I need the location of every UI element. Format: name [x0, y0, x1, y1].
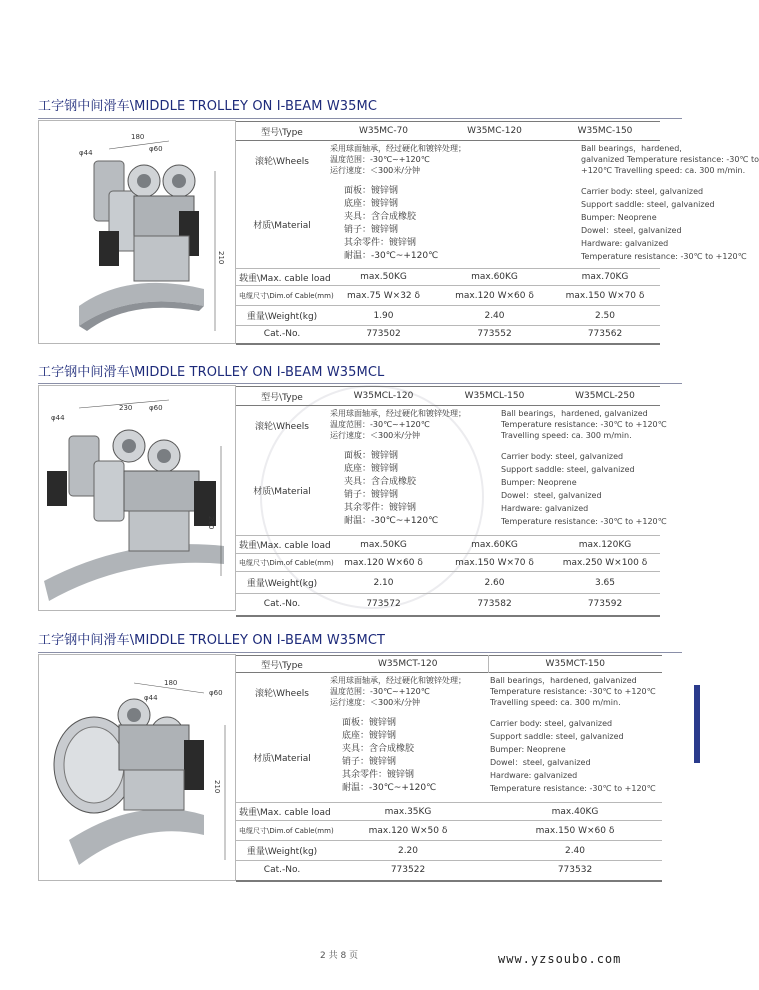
table-row	[236, 821, 662, 841]
table-row	[236, 446, 660, 536]
weight-cell: 2.10	[373, 577, 394, 588]
row-label-cat: Cat.-No.	[263, 329, 301, 340]
row-label-type: 型号\Type	[261, 660, 303, 671]
model-cell: W35MCL-150	[464, 391, 525, 401]
table-row	[236, 861, 662, 881]
load-cell: max.60KG	[471, 539, 518, 550]
material-en-text: Carrier body: steel, galvanized Support saddle: steel, galvanized Bumper: Neoprene Dowel：steel, galvanized Hardware: galvanized Temperature resistance: -30℃ to +120℃	[581, 186, 747, 261]
weight-cell: 2.20	[397, 845, 419, 856]
row-label-material: 材质\Material	[253, 486, 311, 497]
chapter-tab	[694, 685, 700, 763]
model-cell: W35MCL-250	[575, 391, 635, 401]
dimension-height-label: 210	[207, 516, 215, 530]
dimension-phi44-label: φ44	[79, 149, 93, 157]
load-cell: max.50KG	[360, 272, 407, 282]
table-row	[236, 269, 660, 286]
table-row	[236, 713, 662, 803]
row-label-cable: 电缆尺寸\Dim.of Cable(mm)	[239, 826, 334, 835]
row-label-cable: 电缆尺寸\Dim.of Cable(mm)	[239, 558, 334, 567]
dimension-height-label: 210	[213, 780, 221, 794]
row-label-weight: 重量\Weight(kg)	[246, 579, 318, 589]
cable-cell: max.120 W×60 δ	[344, 557, 423, 568]
table-row	[236, 326, 660, 344]
cat-cell: 773502	[366, 329, 401, 340]
dimension-phi60-label: φ60	[209, 689, 223, 697]
load-cell: max.70KG	[581, 272, 629, 282]
row-label-wheels: 滚轮\Wheels	[255, 689, 309, 700]
page-number: 2 共 8 页	[320, 951, 359, 961]
trolley-illustration	[79, 161, 204, 331]
cat-cell: 773532	[557, 865, 593, 876]
row-label-type: 型号\Type	[261, 127, 303, 138]
product-drawing	[38, 385, 236, 611]
load-cell: max.35KG	[384, 806, 432, 817]
cable-cell: max.150 W×70 δ	[455, 557, 534, 568]
table-row	[236, 536, 660, 554]
table-row	[236, 594, 660, 616]
row-label-type: 型号\Type	[261, 392, 303, 403]
model-cell: W35MCL-120	[353, 391, 414, 401]
dimension-height-label: 210	[217, 251, 225, 265]
section-title: 工字钢中间滑车\MIDDLE TROLLEY ON I-BEAM W35MCL	[38, 365, 385, 380]
weight-cell: 2.40	[564, 845, 586, 856]
row-label-material: 材质\Material	[253, 220, 311, 231]
cat-cell: 773522	[390, 865, 426, 876]
cable-cell: max.150 W×60 δ	[535, 825, 615, 836]
wheels-en-text: Ball bearings，hardened, galvanized Temperature resistance: -30℃ to +120℃ Travelling speed: ca. 300 m/min.	[490, 676, 656, 707]
cat-cell: 773562	[587, 329, 623, 340]
section-title: 工字钢中间滑车\MIDDLE TROLLEY ON I-BEAM W35MCT	[38, 633, 386, 648]
load-cell: max.120KG	[578, 539, 632, 550]
wheels-en-text: Ball bearings，hardened, galvanized Temperature resistance: -30℃ to +120℃ Travelling speed: ca. 300 m/min.	[581, 144, 759, 175]
dimension-width-label: 230	[119, 404, 133, 412]
table-row	[236, 554, 660, 572]
weight-cell: 2.40	[484, 310, 505, 321]
model-cell: W35MC-150	[577, 126, 633, 136]
table-row	[236, 841, 662, 861]
row-label-cat: Cat.-No.	[263, 599, 301, 610]
cable-cell: max.250 W×100 δ	[562, 557, 648, 568]
model-cell: W35MCT-150	[545, 659, 605, 669]
table-row	[236, 406, 660, 446]
spec-table	[236, 386, 667, 617]
dimension-phi60-label: φ60	[149, 145, 163, 153]
load-cell: max.60KG	[471, 272, 518, 282]
model-cell: W35MCT-120	[328, 656, 488, 673]
section-divider	[38, 118, 682, 119]
dimension-phi44-label: φ44	[51, 414, 65, 422]
dimension-phi44-label: φ44	[144, 694, 158, 702]
cable-cell: max.150 W×70 δ	[565, 290, 645, 301]
weight-cell: 1.90	[373, 310, 394, 321]
table-row	[236, 122, 660, 141]
material-en-text: Carrier body: steel, galvanized Support saddle: steel, galvanized Bumper: Neoprene Dowel：steel, galvanized Hardware: galvanized Temperature resistance: -30℃ to +120℃	[501, 451, 667, 526]
dimension-phi60-label: φ60	[149, 404, 163, 412]
row-label-load: 载重\Max. cable load	[239, 273, 331, 284]
table-row	[236, 181, 660, 269]
material-cn-text: 面板：镀锌钢 底座：镀锌钢 夹具：含合成橡胶 销子：镀锌钢 其余零件：镀锌钢 耐温：-30℃~+120℃	[344, 450, 439, 526]
row-label-wheels: 滚轮\Wheels	[255, 157, 309, 168]
wheels-en-text: Ball bearings，hardened, galvanized Temperature resistance: -30℃ to +120℃ Travelling speed: ca. 300 m/min.	[501, 409, 667, 440]
table-row	[236, 656, 662, 673]
wheels-cn-text: 采用球面轴承，经过硬化和镀锌处理； 温度范围：-30℃~+120℃ 运行速度：＜300米/分钟	[330, 144, 466, 175]
material-en-text: Carrier body: steel, galvanized Support saddle: steel, galvanized Bumper: Neoprene Dowel：steel, galvanized Hardware: galvanized Temperature resistance: -30℃ to +120℃	[490, 718, 656, 793]
row-label-wheels: 滚轮\Wheels	[255, 422, 309, 433]
table-row	[236, 572, 660, 594]
row-label-cable: 电缆尺寸\Dim.of Cable(mm)	[239, 291, 334, 300]
table-row	[236, 803, 662, 821]
cat-cell: 773572	[366, 599, 401, 610]
cat-cell: 773552	[477, 329, 512, 340]
model-cell: W35MC-70	[358, 126, 409, 136]
table-row	[236, 387, 660, 406]
row-label-material: 材质\Material	[253, 753, 311, 764]
material-cn-text: 面板：镀锌钢 底座：镀锌钢 夹具：含合成橡胶 销子：镀锌钢 其余零件：镀锌钢 耐温：-30℃~+120℃	[344, 185, 439, 261]
row-label-cat: Cat.-No.	[263, 865, 301, 876]
section-divider	[38, 383, 682, 384]
cat-cell: 773592	[587, 599, 623, 610]
table-row	[236, 141, 660, 181]
weight-cell: 2.60	[484, 577, 505, 588]
dimension-width-label: 180	[164, 679, 178, 687]
dimension-width-label: 180	[131, 133, 145, 141]
row-label-load: 载重\Max. cable load	[239, 541, 331, 551]
weight-cell: 2.50	[594, 310, 616, 321]
cat-cell: 773582	[477, 599, 512, 610]
cable-cell: max.75 W×32 δ	[346, 290, 421, 301]
cable-cell: max.120 W×50 δ	[368, 825, 448, 836]
wheels-cn-text: 采用球面轴承，经过硬化和镀锌处理； 温度范围：-30℃~+120℃ 运行速度：＜300米/分钟	[330, 409, 466, 440]
product-drawing	[38, 120, 236, 344]
spec-table	[236, 121, 759, 345]
weight-cell: 3.65	[594, 577, 616, 588]
row-label-load: 载重\Max. cable load	[239, 808, 331, 818]
cable-cell: max.120 W×60 δ	[455, 290, 534, 301]
table-row	[236, 673, 662, 713]
trolley-illustration	[44, 430, 224, 601]
product-drawing	[38, 654, 236, 881]
load-cell: max.40KG	[551, 806, 599, 817]
material-cn-text: 面板：镀锌钢 底座：镀锌钢 夹具：含合成橡胶 销子：镀锌钢 其余零件：镀锌钢 耐温：-30℃~+120℃	[342, 717, 437, 793]
wheels-cn-text: 采用球面轴承，经过硬化和镀锌处理； 温度范围：-30℃~+120℃ 运行速度：＜300米/分钟	[330, 676, 466, 707]
section-title: 工字钢中间滑车\MIDDLE TROLLEY ON I-BEAM W35MC	[38, 99, 378, 114]
table-row	[236, 306, 660, 326]
trolley-illustration	[54, 699, 204, 865]
row-label-weight: 重量\Weight(kg)	[246, 847, 318, 857]
table-row	[236, 286, 660, 306]
spec-table	[236, 655, 662, 882]
section-divider	[38, 652, 682, 653]
row-label-weight: 重量\Weight(kg)	[246, 312, 318, 322]
website-url[interactable]: www.yzsoubo.com	[498, 952, 622, 966]
load-cell: max.50KG	[360, 539, 407, 550]
model-cell: W35MC-120	[467, 126, 522, 136]
